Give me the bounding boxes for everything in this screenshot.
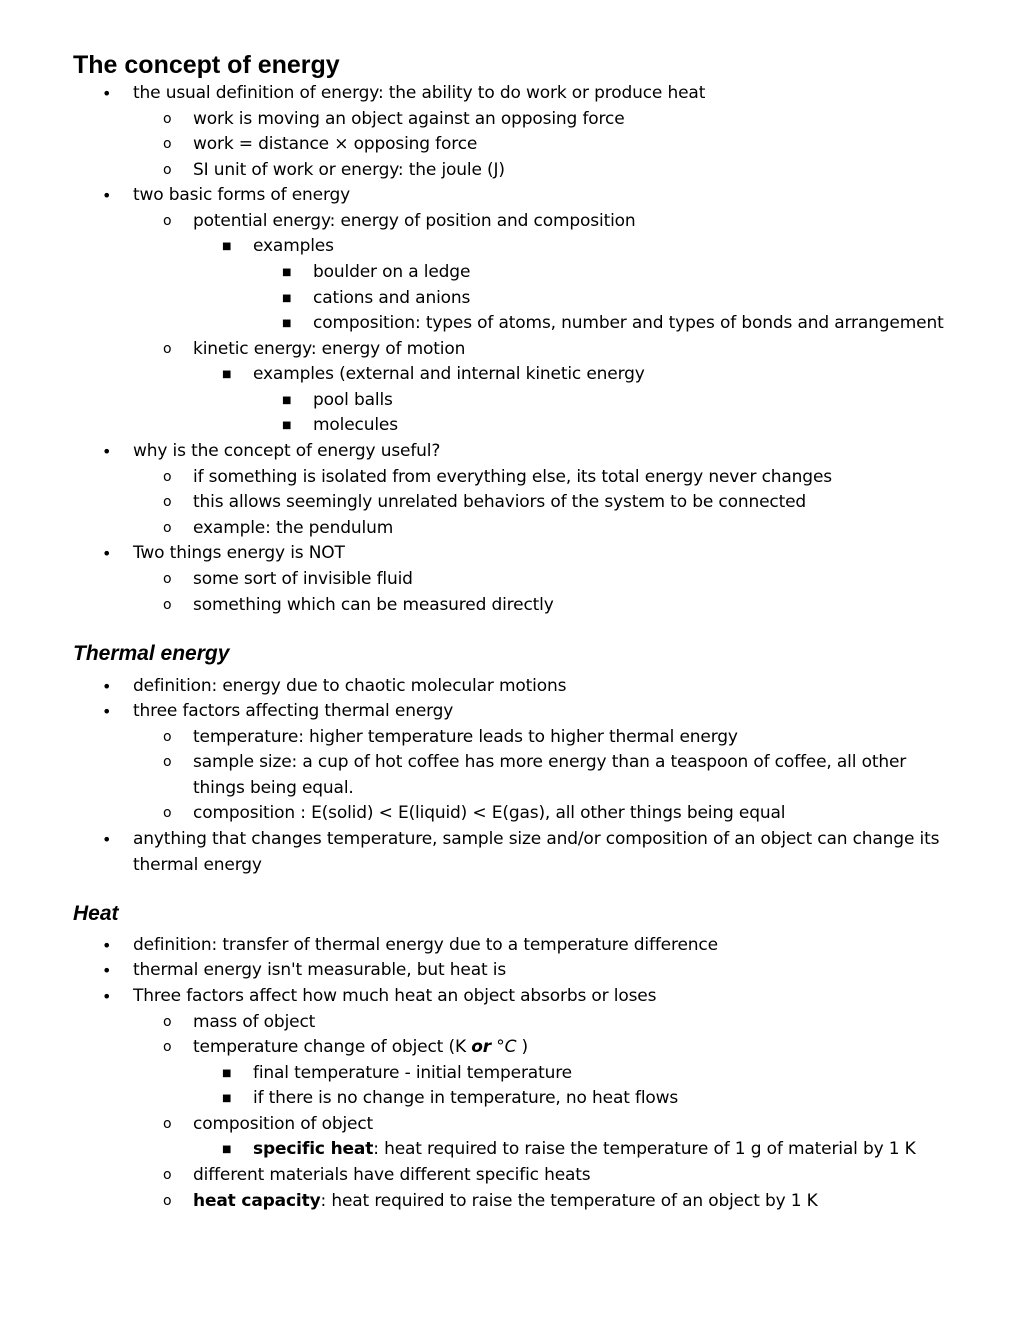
bullet-disc: •	[102, 936, 112, 955]
outline-item: the usual definition of energy: the ability to do work or produce heat	[133, 83, 706, 103]
outline-item: some sort of invisible fluid	[193, 569, 413, 589]
bullet-circle: o	[163, 1116, 172, 1132]
bullet-disc: •	[102, 186, 112, 205]
bullet-circle: o	[163, 805, 172, 821]
bullet-circle: o	[163, 213, 172, 229]
bullet-circle: o	[163, 597, 172, 613]
bullet-circle: o	[163, 1014, 172, 1030]
outline-item-specific-heat	[253, 1137, 916, 1163]
bullet-circle: o	[163, 1167, 172, 1183]
outline-item-continuation: thermal energy	[133, 855, 262, 875]
outline-item: anything that changes temperature, sample size and/or composition of an object can change its	[133, 829, 940, 849]
outline-item: final temperature - initial temperature	[253, 1063, 572, 1083]
bullet-square: ■	[222, 1093, 232, 1104]
bullet-circle: o	[163, 341, 172, 357]
outline-item: molecules	[313, 415, 398, 435]
bullet-circle: o	[163, 520, 172, 536]
outline-item: temperature: higher temperature leads to higher thermal energy	[193, 727, 738, 747]
outline-item: definition: transfer of thermal energy due to a temperature difference	[133, 935, 718, 955]
bullet-disc: •	[102, 961, 112, 980]
bullet-square: ■	[222, 1144, 232, 1155]
bullet-circle: o	[163, 729, 172, 745]
bullet-disc: •	[102, 544, 112, 563]
bullet-disc: •	[102, 830, 112, 849]
outline-item: if there is no change in temperature, no heat flows	[253, 1088, 679, 1108]
definition-text: : heat required to raise the temperature of an object by 1 K	[320, 1191, 818, 1211]
bullet-square: ■	[222, 369, 232, 380]
section-heading-thermal-energy: Thermal energy	[73, 642, 230, 665]
outline-item: if something is isolated from everything else, its total energy never changes	[193, 467, 832, 487]
bullet-disc: •	[102, 84, 112, 103]
outline-item: something which can be measured directly	[193, 595, 554, 615]
outline-item: composition: types of atoms, number and types of bonds and arrangement	[313, 313, 944, 333]
bullet-square: ■	[282, 293, 292, 304]
bullet-circle: o	[163, 754, 172, 770]
bullet-square: ■	[222, 1068, 232, 1079]
bullet-disc: •	[102, 677, 112, 696]
outline-item-continuation: things being equal.	[193, 778, 354, 798]
bullet-square: ■	[282, 420, 292, 431]
bullet-circle: o	[163, 136, 172, 152]
outline-item: Three factors affect how much heat an object absorbs or loses	[133, 986, 657, 1006]
emphasis-or: or	[471, 1037, 491, 1057]
outline-item: cations and anions	[313, 288, 471, 308]
outline-item: examples	[253, 236, 334, 256]
outline-item: different materials have different specific heats	[193, 1165, 591, 1185]
outline-item: composition : E(solid) < E(liquid) < E(gas), all other things being equal	[193, 803, 786, 823]
outline-item: boulder on a ledge	[313, 262, 471, 282]
bullet-disc: •	[102, 442, 112, 461]
bullet-circle: o	[163, 111, 172, 127]
bullet-circle: o	[163, 1193, 172, 1209]
outline-item: this allows seemingly unrelated behaviors of the system to be connected	[193, 492, 807, 512]
unit-celsius: °C	[490, 1037, 517, 1057]
outline-item: sample size: a cup of hot coffee has more energy than a teaspoon of coffee, all other	[193, 752, 907, 772]
outline-item: two basic forms of energy	[133, 185, 351, 205]
term-heat-capacity: heat capacity	[193, 1191, 321, 1211]
definition-text: : heat required to raise the temperature of 1 g of material by 1 K	[373, 1139, 916, 1159]
outline-item: mass of object	[193, 1012, 316, 1032]
outline-item: examples (external and internal kinetic energy	[253, 364, 645, 384]
outline-item: Two things energy is NOT	[133, 543, 345, 563]
outline-item: three factors affecting thermal energy	[133, 701, 454, 721]
outline-item: work is moving an object against an opposing force	[193, 109, 625, 129]
outline-item: potential energy: energy of position and composition	[193, 211, 636, 231]
bullet-circle: o	[163, 162, 172, 178]
bullet-circle: o	[163, 1039, 172, 1055]
bullet-disc: •	[102, 702, 112, 721]
bullet-circle: o	[163, 469, 172, 485]
outline-item: composition of object	[193, 1114, 374, 1134]
outline-item: pool balls	[313, 390, 393, 410]
outline-item: thermal energy isn't measurable, but heat is	[133, 960, 507, 980]
outline-item: why is the concept of energy useful?	[133, 441, 441, 461]
bullet-circle: o	[163, 494, 172, 510]
bullet-disc: •	[102, 987, 112, 1006]
section-heading-energy: The concept of energy	[73, 51, 340, 79]
text: temperature change of object (K	[193, 1037, 472, 1057]
bullet-square: ■	[282, 267, 292, 278]
outline-item: work = distance × opposing force	[193, 134, 478, 154]
term-specific-heat: specific heat	[253, 1139, 374, 1159]
outline-item-temperature-change	[193, 1035, 528, 1061]
bullet-square: ■	[222, 241, 232, 252]
outline-item: definition: energy due to chaotic molecular motions	[133, 676, 567, 696]
outline-item: SI unit of work or energy: the joule (J)	[193, 160, 505, 180]
outline-item: kinetic energy: energy of motion	[193, 339, 466, 359]
bullet-square: ■	[282, 395, 292, 406]
outline-item-heat-capacity	[193, 1189, 818, 1215]
bullet-circle: o	[163, 571, 172, 587]
section-heading-heat: Heat	[73, 902, 119, 925]
outline-item: example: the pendulum	[193, 518, 394, 538]
text: )	[516, 1037, 529, 1057]
bullet-square: ■	[282, 318, 292, 329]
